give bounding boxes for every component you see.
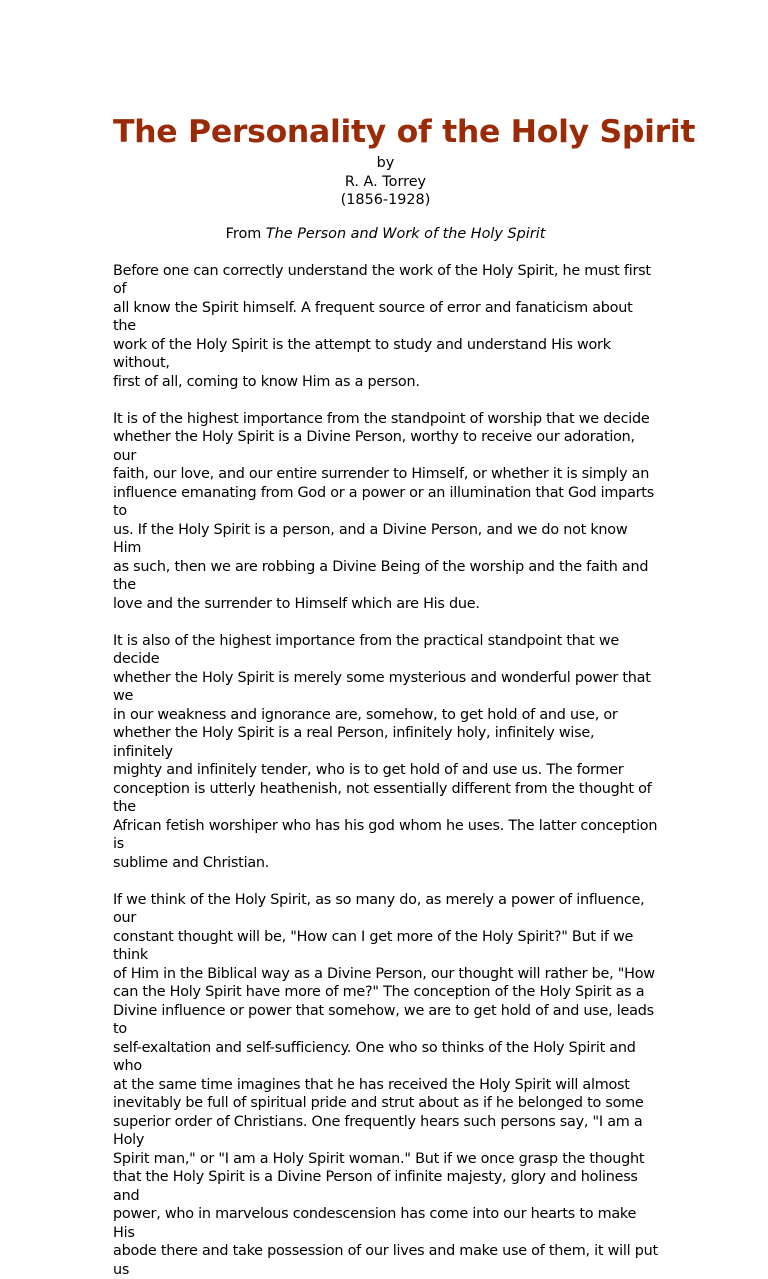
source-title: The Person and Work of the Holy Spirit bbox=[266, 226, 545, 242]
paragraph-3: It is also of the highest importance from the practical standpoint that we decide whether the Holy Spirit is merely some mysterious and wonderful power that we in our weakness and ignorance are, somehow, to get hold of and use, or whether the Holy Spirit is a real Person, infinitely holy, infinitely wise, infinitely mighty and infinitely tender, who is to get hold of and use us. The former conception is utterly heathenish, not essentially different from the thought of the African fetish worshiper who has his god whom he uses. The latter conception is sublime and Christian. bbox=[113, 632, 658, 873]
paragraph-4: If we think of the Holy Spirit, as so many do, as merely a power of influence, our constant thought will be, "How can I get more of the Holy Spirit?" But if we think of Him in the Biblical way as a Divine Person, our thought will rather be, "How can the Holy Spirit have more of me?" The conception of the Holy Spirit as a Divine influence or power that somehow, we are to get hold of and use, leads to self-exaltation and self-sufficiency. One who so thinks of the Holy Spirit and who at the same time imagines that he has received the Holy Spirit will almost inevitably be full of spiritual pride and strut about as if he belonged to some superior order of Christians. One frequently hears such persons say, "I am a Holy Spirit man," or "I am a Holy Spirit woman." But if we once grasp the thought that the Holy Spirit is a Divine Person of infinite majesty, glory and holiness and power, who in marvelous condescension has come into our hearts to make His abode there and take possession of our lives and make use of them, it will put us bbox=[113, 891, 658, 1279]
source-prefix: From bbox=[226, 226, 266, 242]
paragraph-1: Before one can correctly understand the work of the Holy Spirit, he must first of all know the Spirit himself. A frequent source of error and fanaticism about the work of the Holy Spirit is the attempt to study and understand His work without, first of all, coming to know Him as a person. bbox=[113, 262, 658, 392]
document-title: The Personality of the Holy Spirit bbox=[113, 110, 658, 154]
byline-dates: (1856-1928) bbox=[113, 191, 658, 210]
document-page bbox=[113, 110, 658, 1279]
byline-author: R. A. Torrey bbox=[113, 173, 658, 192]
paragraph-2: It is of the highest importance from the standpoint of worship that we decide whether the Holy Spirit is a Divine Person, worthy to receive our adoration, our faith, our love, and our entire surrender to Himself, or whether it is simply an influence emanating from God or a power or an illumination that God imparts to us. If the Holy Spirit is a person, and a Divine Person, and we do not know Him as such, then we are robbing a Divine Being of the worship and the faith and the love and the surrender to Himself which are His due. bbox=[113, 410, 658, 614]
byline-by: by bbox=[113, 154, 658, 173]
source-line bbox=[113, 225, 658, 244]
